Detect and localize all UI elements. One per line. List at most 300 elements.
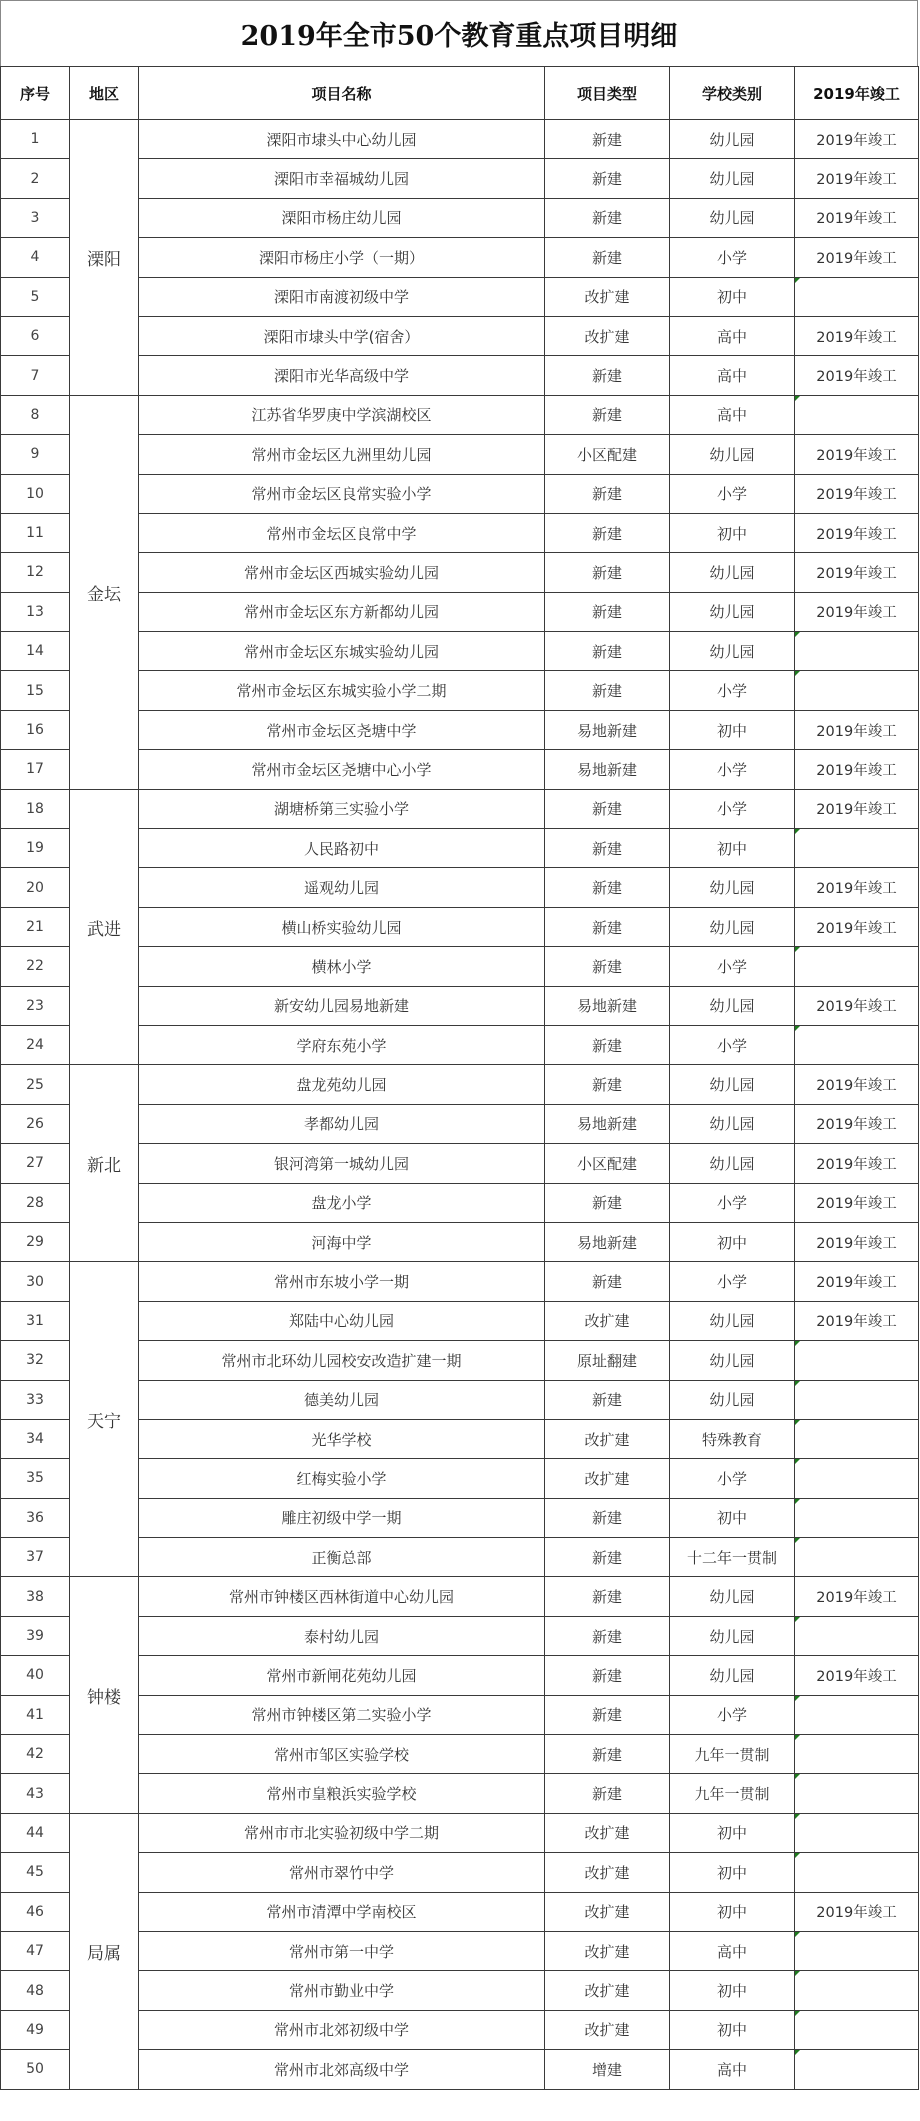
school-category-cell: 小学 — [670, 750, 795, 789]
project-name-cell: 常州市金坛区东城实验小学二期 — [139, 671, 545, 710]
school-category-cell: 小学 — [670, 947, 795, 986]
project-name-cell: 溧阳市杨庄小学（一期） — [139, 238, 545, 277]
table-row — [1, 1931, 919, 1970]
table-row — [1, 159, 919, 198]
table-row — [1, 1616, 919, 1655]
project-name-cell: 溧阳市光华高级中学 — [139, 356, 545, 395]
serial-cell: 6 — [1, 316, 70, 355]
school-category-cell: 小学 — [670, 474, 795, 513]
school-category-cell: 高中 — [670, 395, 795, 434]
project-name-cell: 常州市市北实验初级中学二期 — [139, 1813, 545, 1852]
table-row — [1, 750, 919, 789]
table-row — [1, 1262, 919, 1301]
table-row — [1, 1498, 919, 1537]
serial-cell: 26 — [1, 1104, 70, 1143]
table-row — [1, 513, 919, 552]
project-type-cell: 改扩建 — [545, 1459, 670, 1498]
project-type-cell: 新建 — [545, 238, 670, 277]
completion-cell: 2019年竣工 — [795, 907, 919, 946]
serial-cell: 8 — [1, 395, 70, 434]
project-name-cell: 常州市钟楼区第二实验小学 — [139, 1695, 545, 1734]
table-row — [1, 1695, 919, 1734]
serial-cell: 15 — [1, 671, 70, 710]
completion-cell: 2019年竣工 — [795, 986, 919, 1025]
project-name-cell: 常州市第一中学 — [139, 1931, 545, 1970]
completion-cell: 2019年竣工 — [795, 1262, 919, 1301]
serial-cell: 43 — [1, 1774, 70, 1813]
project-name-cell: 横林小学 — [139, 947, 545, 986]
project-name-cell: 常州市金坛区西城实验幼儿园 — [139, 553, 545, 592]
project-name-cell: 溧阳市幸福城幼儿园 — [139, 159, 545, 198]
school-category-cell: 高中 — [670, 1931, 795, 1970]
completion-cell — [795, 1498, 919, 1537]
school-category-cell: 小学 — [670, 671, 795, 710]
project-type-cell: 新建 — [545, 198, 670, 237]
completion-cell: 2019年竣工 — [795, 198, 919, 237]
table-row — [1, 198, 919, 237]
project-type-cell: 易地新建 — [545, 750, 670, 789]
table-row — [1, 316, 919, 355]
serial-cell: 34 — [1, 1419, 70, 1458]
completion-cell: 2019年竣工 — [795, 1577, 919, 1616]
project-name-cell: 常州市北郊高级中学 — [139, 2050, 545, 2089]
serial-cell: 9 — [1, 435, 70, 474]
project-type-cell: 易地新建 — [545, 1222, 670, 1261]
project-type-cell: 易地新建 — [545, 1104, 670, 1143]
table-row — [1, 1656, 919, 1695]
project-type-cell: 小区配建 — [545, 1144, 670, 1183]
school-category-cell: 初中 — [670, 2010, 795, 2049]
serial-cell: 13 — [1, 592, 70, 631]
serial-cell: 35 — [1, 1459, 70, 1498]
table-row — [1, 868, 919, 907]
school-category-cell: 幼儿园 — [670, 907, 795, 946]
school-category-cell: 幼儿园 — [670, 198, 795, 237]
completion-cell: 2019年竣工 — [795, 750, 919, 789]
project-type-cell: 改扩建 — [545, 277, 670, 316]
serial-cell: 10 — [1, 474, 70, 513]
serial-cell: 20 — [1, 868, 70, 907]
completion-cell — [795, 1419, 919, 1458]
completion-cell — [795, 1695, 919, 1734]
project-type-cell: 新建 — [545, 553, 670, 592]
project-type-cell: 新建 — [545, 395, 670, 434]
serial-cell: 1 — [1, 120, 70, 159]
table-row — [1, 1222, 919, 1261]
school-category-cell: 幼儿园 — [670, 1616, 795, 1655]
table-row — [1, 1774, 919, 1813]
completion-cell — [795, 1025, 919, 1064]
school-category-cell: 幼儿园 — [670, 632, 795, 671]
serial-cell: 25 — [1, 1065, 70, 1104]
project-name-cell: 横山桥实验幼儿园 — [139, 907, 545, 946]
projects-table — [0, 66, 919, 2090]
header-project-name: 项目名称 — [139, 67, 545, 120]
serial-cell: 11 — [1, 513, 70, 552]
header-completion: 2019年竣工 — [795, 67, 919, 120]
table-row — [1, 1577, 919, 1616]
serial-cell: 42 — [1, 1735, 70, 1774]
school-category-cell: 小学 — [670, 789, 795, 828]
project-name-cell: 常州市清潭中学南校区 — [139, 1892, 545, 1931]
school-category-cell: 九年一贯制 — [670, 1735, 795, 1774]
completion-cell — [795, 1616, 919, 1655]
region-cell: 溧阳 — [70, 120, 139, 396]
project-name-cell: 常州市邹区实验学校 — [139, 1735, 545, 1774]
serial-cell: 40 — [1, 1656, 70, 1695]
school-category-cell: 小学 — [670, 1183, 795, 1222]
header-school-category: 学校类别 — [670, 67, 795, 120]
project-type-cell: 新建 — [545, 1616, 670, 1655]
project-name-cell: 盘龙苑幼儿园 — [139, 1065, 545, 1104]
completion-cell — [795, 277, 919, 316]
project-type-cell: 新建 — [545, 1183, 670, 1222]
completion-cell: 2019年竣工 — [795, 356, 919, 395]
project-name-cell: 德美幼儿园 — [139, 1380, 545, 1419]
completion-cell: 2019年竣工 — [795, 1222, 919, 1261]
header-region: 地区 — [70, 67, 139, 120]
project-type-cell: 新建 — [545, 671, 670, 710]
completion-cell — [795, 2050, 919, 2089]
project-type-cell: 改扩建 — [545, 1813, 670, 1852]
project-name-cell: 常州市北郊初级中学 — [139, 2010, 545, 2049]
serial-cell: 2 — [1, 159, 70, 198]
project-type-cell: 新建 — [545, 1695, 670, 1734]
completion-cell — [795, 829, 919, 868]
table-row — [1, 592, 919, 631]
serial-cell: 29 — [1, 1222, 70, 1261]
project-type-cell: 新建 — [545, 829, 670, 868]
completion-cell — [795, 1813, 919, 1852]
table-row — [1, 829, 919, 868]
completion-cell — [795, 1931, 919, 1970]
completion-cell — [795, 1459, 919, 1498]
project-type-cell: 新建 — [545, 474, 670, 513]
project-type-cell: 新建 — [545, 592, 670, 631]
school-category-cell: 幼儿园 — [670, 1065, 795, 1104]
completion-cell: 2019年竣工 — [795, 1104, 919, 1143]
school-category-cell: 幼儿园 — [670, 1656, 795, 1695]
project-type-cell: 小区配建 — [545, 435, 670, 474]
project-type-cell: 原址翻建 — [545, 1341, 670, 1380]
region-cell: 天宁 — [70, 1262, 139, 1577]
project-type-cell: 新建 — [545, 789, 670, 828]
school-category-cell: 幼儿园 — [670, 868, 795, 907]
project-type-cell: 改扩建 — [545, 1931, 670, 1970]
project-name-cell: 常州市钟楼区西林街道中心幼儿园 — [139, 1577, 545, 1616]
project-type-cell: 改扩建 — [545, 1419, 670, 1458]
project-type-cell: 新建 — [545, 1538, 670, 1577]
table-row — [1, 1892, 919, 1931]
school-category-cell: 小学 — [670, 1459, 795, 1498]
project-name-cell: 常州市金坛区东方新都幼儿园 — [139, 592, 545, 631]
school-category-cell: 高中 — [670, 2050, 795, 2089]
school-category-cell: 初中 — [670, 710, 795, 749]
completion-cell: 2019年竣工 — [795, 1892, 919, 1931]
school-category-cell: 幼儿园 — [670, 1577, 795, 1616]
school-category-cell: 幼儿园 — [670, 1144, 795, 1183]
project-type-cell: 增建 — [545, 2050, 670, 2089]
school-category-cell: 幼儿园 — [670, 1104, 795, 1143]
completion-cell — [795, 1380, 919, 1419]
completion-cell: 2019年竣工 — [795, 1065, 919, 1104]
project-type-cell: 易地新建 — [545, 710, 670, 749]
project-name-cell: 常州市翠竹中学 — [139, 1853, 545, 1892]
serial-cell: 14 — [1, 632, 70, 671]
completion-cell: 2019年竣工 — [795, 120, 919, 159]
completion-cell: 2019年竣工 — [795, 474, 919, 513]
serial-cell: 22 — [1, 947, 70, 986]
project-name-cell: 红梅实验小学 — [139, 1459, 545, 1498]
school-category-cell: 初中 — [670, 513, 795, 552]
serial-cell: 18 — [1, 789, 70, 828]
completion-cell: 2019年竣工 — [795, 513, 919, 552]
serial-cell: 36 — [1, 1498, 70, 1537]
project-name-cell: 盘龙小学 — [139, 1183, 545, 1222]
school-category-cell: 幼儿园 — [670, 1380, 795, 1419]
table-row — [1, 238, 919, 277]
project-type-cell: 新建 — [545, 120, 670, 159]
school-category-cell: 高中 — [670, 316, 795, 355]
table-row — [1, 1735, 919, 1774]
completion-cell: 2019年竣工 — [795, 1183, 919, 1222]
project-type-cell: 改扩建 — [545, 316, 670, 355]
project-name-cell: 常州市北环幼儿园校安改造扩建一期 — [139, 1341, 545, 1380]
project-name-cell: 常州市勤业中学 — [139, 1971, 545, 2010]
project-type-cell: 新建 — [545, 1025, 670, 1064]
project-type-cell: 新建 — [545, 513, 670, 552]
completion-cell — [795, 1853, 919, 1892]
header-row — [1, 67, 919, 120]
project-type-cell: 新建 — [545, 1774, 670, 1813]
school-category-cell: 初中 — [670, 1971, 795, 2010]
header-serial: 序号 — [1, 67, 70, 120]
completion-cell — [795, 671, 919, 710]
completion-cell: 2019年竣工 — [795, 1656, 919, 1695]
completion-cell: 2019年竣工 — [795, 1301, 919, 1340]
table-row — [1, 710, 919, 749]
school-category-cell: 幼儿园 — [670, 986, 795, 1025]
school-category-cell: 初中 — [670, 829, 795, 868]
serial-cell: 50 — [1, 2050, 70, 2089]
serial-cell: 37 — [1, 1538, 70, 1577]
project-name-cell: 溧阳市杨庄幼儿园 — [139, 198, 545, 237]
school-category-cell: 特殊教育 — [670, 1419, 795, 1458]
project-type-cell: 新建 — [545, 1380, 670, 1419]
project-type-cell: 改扩建 — [545, 2010, 670, 2049]
region-cell: 钟楼 — [70, 1577, 139, 1813]
table-row — [1, 1813, 919, 1852]
serial-cell: 44 — [1, 1813, 70, 1852]
project-type-cell: 易地新建 — [545, 986, 670, 1025]
serial-cell: 49 — [1, 2010, 70, 2049]
completion-cell — [795, 632, 919, 671]
serial-cell: 5 — [1, 277, 70, 316]
project-name-cell: 光华学校 — [139, 1419, 545, 1458]
completion-cell: 2019年竣工 — [795, 789, 919, 828]
project-name-cell: 银河湾第一城幼儿园 — [139, 1144, 545, 1183]
serial-cell: 4 — [1, 238, 70, 277]
completion-cell — [795, 1341, 919, 1380]
project-name-cell: 常州市金坛区东城实验幼儿园 — [139, 632, 545, 671]
completion-cell — [795, 395, 919, 434]
serial-cell: 39 — [1, 1616, 70, 1655]
completion-cell: 2019年竣工 — [795, 710, 919, 749]
table-row — [1, 120, 919, 159]
school-category-cell: 初中 — [670, 277, 795, 316]
completion-cell — [795, 2010, 919, 2049]
table-row — [1, 553, 919, 592]
table-row — [1, 1183, 919, 1222]
school-category-cell: 小学 — [670, 1262, 795, 1301]
table-row — [1, 907, 919, 946]
serial-cell: 21 — [1, 907, 70, 946]
project-type-cell: 新建 — [545, 356, 670, 395]
serial-cell: 19 — [1, 829, 70, 868]
serial-cell: 38 — [1, 1577, 70, 1616]
school-category-cell: 初中 — [670, 1222, 795, 1261]
project-name-cell: 溧阳市埭头中心幼儿园 — [139, 120, 545, 159]
completion-cell: 2019年竣工 — [795, 159, 919, 198]
project-name-cell: 常州市金坛区九洲里幼儿园 — [139, 435, 545, 474]
serial-cell: 12 — [1, 553, 70, 592]
table-row — [1, 1301, 919, 1340]
completion-cell: 2019年竣工 — [795, 553, 919, 592]
project-type-cell: 改扩建 — [545, 1892, 670, 1931]
completion-cell — [795, 1774, 919, 1813]
project-name-cell: 新安幼儿园易地新建 — [139, 986, 545, 1025]
school-category-cell: 初中 — [670, 1813, 795, 1852]
school-category-cell: 幼儿园 — [670, 159, 795, 198]
table-row — [1, 671, 919, 710]
serial-cell: 47 — [1, 1931, 70, 1970]
table-row — [1, 789, 919, 828]
table-row — [1, 1341, 919, 1380]
project-name-cell: 溧阳市埭头中学(宿舍） — [139, 316, 545, 355]
table-row — [1, 277, 919, 316]
school-category-cell: 幼儿园 — [670, 592, 795, 631]
table-body — [1, 120, 919, 2090]
header-project-type: 项目类型 — [545, 67, 670, 120]
project-type-cell: 新建 — [545, 947, 670, 986]
project-name-cell: 河海中学 — [139, 1222, 545, 1261]
table-row — [1, 474, 919, 513]
table-row — [1, 632, 919, 671]
project-name-cell: 学府东苑小学 — [139, 1025, 545, 1064]
region-cell: 武进 — [70, 789, 139, 1065]
school-category-cell: 小学 — [670, 238, 795, 277]
project-type-cell: 改扩建 — [545, 1853, 670, 1892]
project-type-cell: 新建 — [545, 1065, 670, 1104]
serial-cell: 23 — [1, 986, 70, 1025]
project-name-cell: 常州市东坡小学一期 — [139, 1262, 545, 1301]
table-row — [1, 947, 919, 986]
table-row — [1, 1065, 919, 1104]
project-type-cell: 新建 — [545, 1262, 670, 1301]
school-category-cell: 十二年一贯制 — [670, 1538, 795, 1577]
project-name-cell: 泰村幼儿园 — [139, 1616, 545, 1655]
table-row — [1, 1971, 919, 2010]
project-type-cell: 新建 — [545, 1498, 670, 1537]
table-row — [1, 1144, 919, 1183]
table-row — [1, 1025, 919, 1064]
project-type-cell: 新建 — [545, 1735, 670, 1774]
project-name-cell: 常州市金坛区良常实验小学 — [139, 474, 545, 513]
project-name-cell: 雕庄初级中学一期 — [139, 1498, 545, 1537]
region-cell: 金坛 — [70, 395, 139, 789]
table-title: 2019年全市50个教育重点项目明细 — [0, 0, 918, 66]
table-row — [1, 395, 919, 434]
region-cell: 新北 — [70, 1065, 139, 1262]
school-category-cell: 高中 — [670, 356, 795, 395]
table-row — [1, 1538, 919, 1577]
serial-cell: 48 — [1, 1971, 70, 2010]
serial-cell: 16 — [1, 710, 70, 749]
project-name-cell: 正衡总部 — [139, 1538, 545, 1577]
serial-cell: 31 — [1, 1301, 70, 1340]
table-row — [1, 1459, 919, 1498]
table-row — [1, 1380, 919, 1419]
serial-cell: 46 — [1, 1892, 70, 1931]
project-name-cell: 孝都幼儿园 — [139, 1104, 545, 1143]
project-name-cell: 溧阳市南渡初级中学 — [139, 277, 545, 316]
completion-cell — [795, 947, 919, 986]
table-row — [1, 986, 919, 1025]
completion-cell: 2019年竣工 — [795, 316, 919, 355]
serial-cell: 3 — [1, 198, 70, 237]
serial-cell: 30 — [1, 1262, 70, 1301]
serial-cell: 27 — [1, 1144, 70, 1183]
project-name-cell: 郑陆中心幼儿园 — [139, 1301, 545, 1340]
completion-cell — [795, 1971, 919, 2010]
project-name-cell: 常州市金坛区良常中学 — [139, 513, 545, 552]
school-category-cell: 幼儿园 — [670, 1301, 795, 1340]
school-category-cell: 幼儿园 — [670, 553, 795, 592]
serial-cell: 17 — [1, 750, 70, 789]
table-row — [1, 1104, 919, 1143]
serial-cell: 24 — [1, 1025, 70, 1064]
table-row — [1, 1853, 919, 1892]
serial-cell: 45 — [1, 1853, 70, 1892]
school-category-cell: 初中 — [670, 1853, 795, 1892]
project-name-cell: 常州市金坛区尧塘中心小学 — [139, 750, 545, 789]
table-row — [1, 2050, 919, 2089]
serial-cell: 33 — [1, 1380, 70, 1419]
project-type-cell: 新建 — [545, 632, 670, 671]
school-category-cell: 幼儿园 — [670, 1341, 795, 1380]
completion-cell: 2019年竣工 — [795, 1144, 919, 1183]
project-type-cell: 改扩建 — [545, 1301, 670, 1340]
serial-cell: 28 — [1, 1183, 70, 1222]
serial-cell: 7 — [1, 356, 70, 395]
table-row — [1, 435, 919, 474]
project-name-cell: 遥观幼儿园 — [139, 868, 545, 907]
completion-cell: 2019年竣工 — [795, 592, 919, 631]
school-category-cell: 幼儿园 — [670, 120, 795, 159]
project-name-cell: 常州市新闸花苑幼儿园 — [139, 1656, 545, 1695]
region-cell: 局属 — [70, 1813, 139, 2089]
table-row — [1, 1419, 919, 1458]
table-row — [1, 2010, 919, 2049]
table-row — [1, 356, 919, 395]
completion-cell: 2019年竣工 — [795, 238, 919, 277]
project-type-cell: 改扩建 — [545, 1971, 670, 2010]
completion-cell: 2019年竣工 — [795, 435, 919, 474]
project-name-cell: 人民路初中 — [139, 829, 545, 868]
school-category-cell: 小学 — [670, 1695, 795, 1734]
project-name-cell: 常州市皇粮浜实验学校 — [139, 1774, 545, 1813]
school-category-cell: 初中 — [670, 1892, 795, 1931]
